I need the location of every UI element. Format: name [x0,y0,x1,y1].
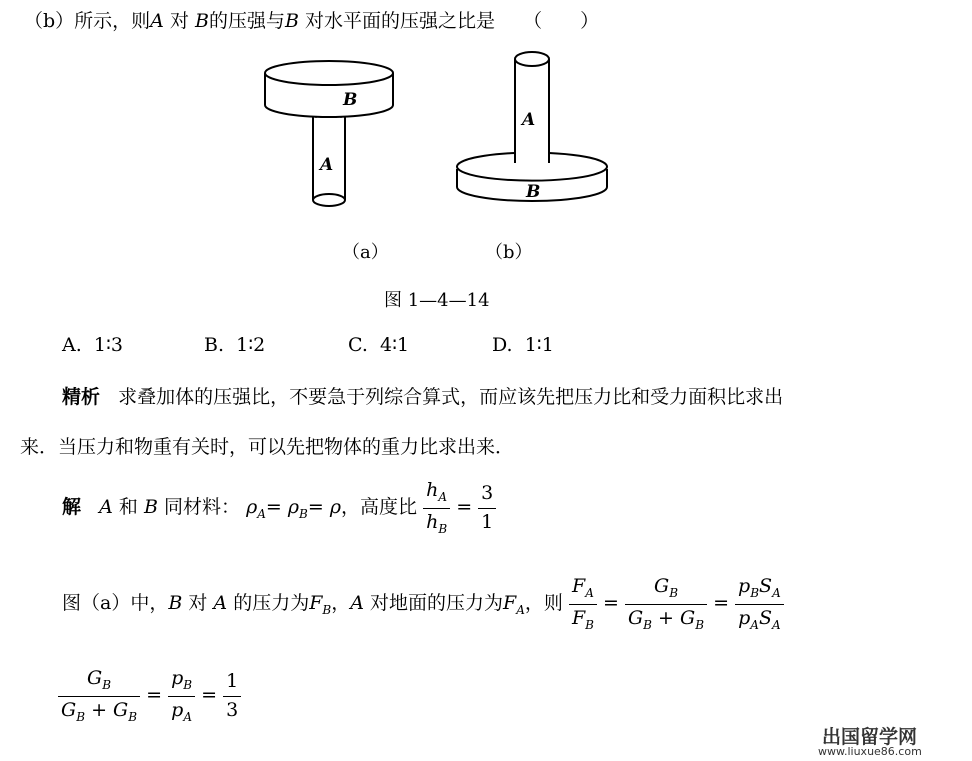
pressure-area-frac: $\frac{p_BS_A}{p_AS_A}$ [735,576,784,632]
var-b: B [285,10,299,32]
weight-ratio-frac: $\frac{G_B}{G_B + G_B}$ [625,576,707,632]
analysis-line-2: 来．当压力和物重有关时，可以先把物体的重力比求出来． [20,436,515,458]
var-b: B [195,10,209,32]
fig-a-line: 图（a）中，B 对 A 的压力为$F_B$，A 对地面的压力为$F_A$，则 $\frac{F_A}{F_B}$ = $\frac{G_B}{G_B + G_B}$ = $\frac{p_BS_A}{p_AS_A}$ [62,576,784,632]
subcaption-a: （a） [342,242,389,263]
option-a: A. 1∶3 [62,334,123,356]
final-pressure-frac: $\frac{p_B}{p_A}$ [168,668,195,724]
disk-b-side [265,73,393,117]
question-prefix: （b）所示，则 [24,10,151,32]
disk-b-top [457,153,607,181]
question-text: 对水平面的压强之比是 [305,10,496,32]
option-b: B. 1∶2 [204,334,266,356]
label-a: A [522,110,536,130]
height-ratio-value: $\frac{3}{1}$ [478,483,496,534]
figure-a [255,55,405,215]
question-text: 的压强与 [208,10,285,32]
answer-paren: （ ） [523,10,600,32]
final-value-frac: $\frac{1}{3}$ [223,671,241,722]
question-text: 对 [169,10,189,32]
option-d: D. 1∶1 [492,334,554,356]
height-ratio-frac: $\frac{h_A}{h_B}$ [423,480,450,536]
watermark-title: 出国留学网 [822,726,918,748]
option-c: C. 4∶1 [348,334,410,356]
var-a: A [150,10,164,32]
watermark-url: www.liuxue86.com [818,745,922,758]
cylinder-a-bottom [313,194,345,206]
final-weight-frac: $\frac{G_B}{G_B + G_B}$ [58,668,140,724]
force-ratio-frac: $\frac{F_A}{F_B}$ [569,576,597,632]
subcaption-b: （b） [485,242,533,263]
disk-b-top [265,61,393,85]
solution-line: 解 A 和 B 同材料： $\rho_A= \rho_B= \rho$，高度比 $\frac{h_A}{h_B}$ = $\frac{3}{1}$ [62,480,496,536]
analysis-line-1 [62,382,783,409]
label-b: B [526,182,541,202]
question-line [24,6,599,33]
figure-b [450,45,620,210]
label-b: B [343,90,358,110]
solution-label: 解 [62,496,82,519]
cylinder-a-top [515,52,549,66]
analysis-label: 精析 [62,386,101,408]
final-equation: $\frac{G_B}{G_B + G_B}$ = $\frac{p_B}{p_A}$ = $\frac{1}{3}$ [58,668,241,724]
analysis-text: 求叠加体的压强比，不要急于列综合算式，而应该先把压力比和受力面积比求出 [118,386,784,408]
figure-caption: 图 1—4—14 [384,290,490,311]
label-a: A [320,155,334,175]
